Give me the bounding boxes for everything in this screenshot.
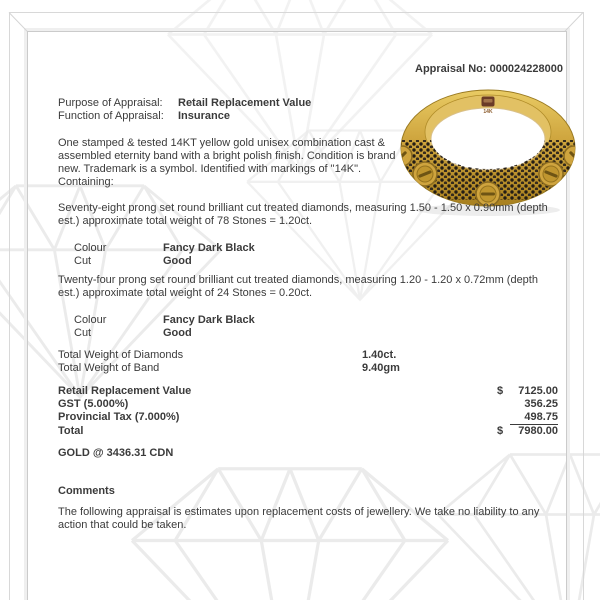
pricing-row-amount: 356.25	[524, 398, 558, 410]
weight-diamonds-value: 1.40ct.	[362, 349, 397, 361]
pricing-row-amount: 7980.00	[518, 425, 558, 437]
stone-1-colour-value: Fancy Dark Black	[163, 242, 255, 254]
stone-2-colour-value: Fancy Dark Black	[163, 314, 255, 326]
stone-2-cut-value: Good	[163, 327, 192, 339]
ring-photo	[398, 82, 578, 220]
svg-text:14K: 14K	[483, 109, 493, 115]
stone-1-cut-value: Good	[163, 255, 192, 267]
stone-2-cut-label: Cut	[74, 327, 92, 339]
comments-heading: Comments	[58, 485, 115, 497]
purpose-value: Retail Replacement Value	[178, 97, 312, 109]
maker-stamp-icon	[482, 97, 495, 116]
stone-1-colour-label: Colour	[74, 242, 107, 254]
pricing-row-label: GST (5.000%)	[58, 398, 129, 410]
item-description: One stamped & tested 14KT yellow gold unisex combination cast & assembled eternity band with a bright polish finish. Condition is brand new. Trademark is a symbol. Identified with markings of "14K". Containing:	[58, 137, 396, 188]
stone-1-cut-label: Cut	[74, 255, 92, 267]
pricing-row-label: Provincial Tax (7.000%)	[58, 411, 180, 423]
currency-sign: $	[497, 385, 504, 397]
weight-diamonds-label: Total Weight of Diamonds	[58, 349, 184, 361]
appraisal-number: Appraisal No: 000024228000	[415, 63, 563, 75]
stone-2-description: Twenty-four prong set round brilliant cut treated diamonds, measuring 1.20 - 1.20 x 0.72mm (depth est.) approximate total weight of 24 Stones = 0.20ct.	[58, 274, 538, 299]
pricing-row-label: Total	[58, 425, 84, 437]
stone-1-description: Seventy-eight prong set round brilliant cut treated diamonds, measuring 1.50 - 1.50 x 0.90mm (depth est.) approximate total weight of 78 Stones = 1.20ct.	[58, 202, 548, 227]
function-label: Function of Appraisal:	[58, 110, 164, 122]
weight-band-value: 9.40gm	[362, 362, 400, 374]
currency-sign: $	[497, 425, 504, 437]
function-value: Insurance	[178, 110, 230, 122]
purpose-label: Purpose of Appraisal:	[58, 97, 163, 109]
pricing-row-amount: 498.75	[510, 411, 558, 425]
comments-body: The following appraisal is estimates upon replacement costs of jewellery. We take no liability to any action that could be taken.	[58, 506, 540, 531]
pricing-row-label: Retail Replacement Value	[58, 385, 192, 397]
weight-band-label: Total Weight of Band	[58, 362, 160, 374]
pricing-row-amount: 7125.00	[518, 385, 558, 397]
gold-rate-note: GOLD @ 3436.31 CDN	[58, 447, 174, 459]
stone-2-colour-label: Colour	[74, 314, 107, 326]
